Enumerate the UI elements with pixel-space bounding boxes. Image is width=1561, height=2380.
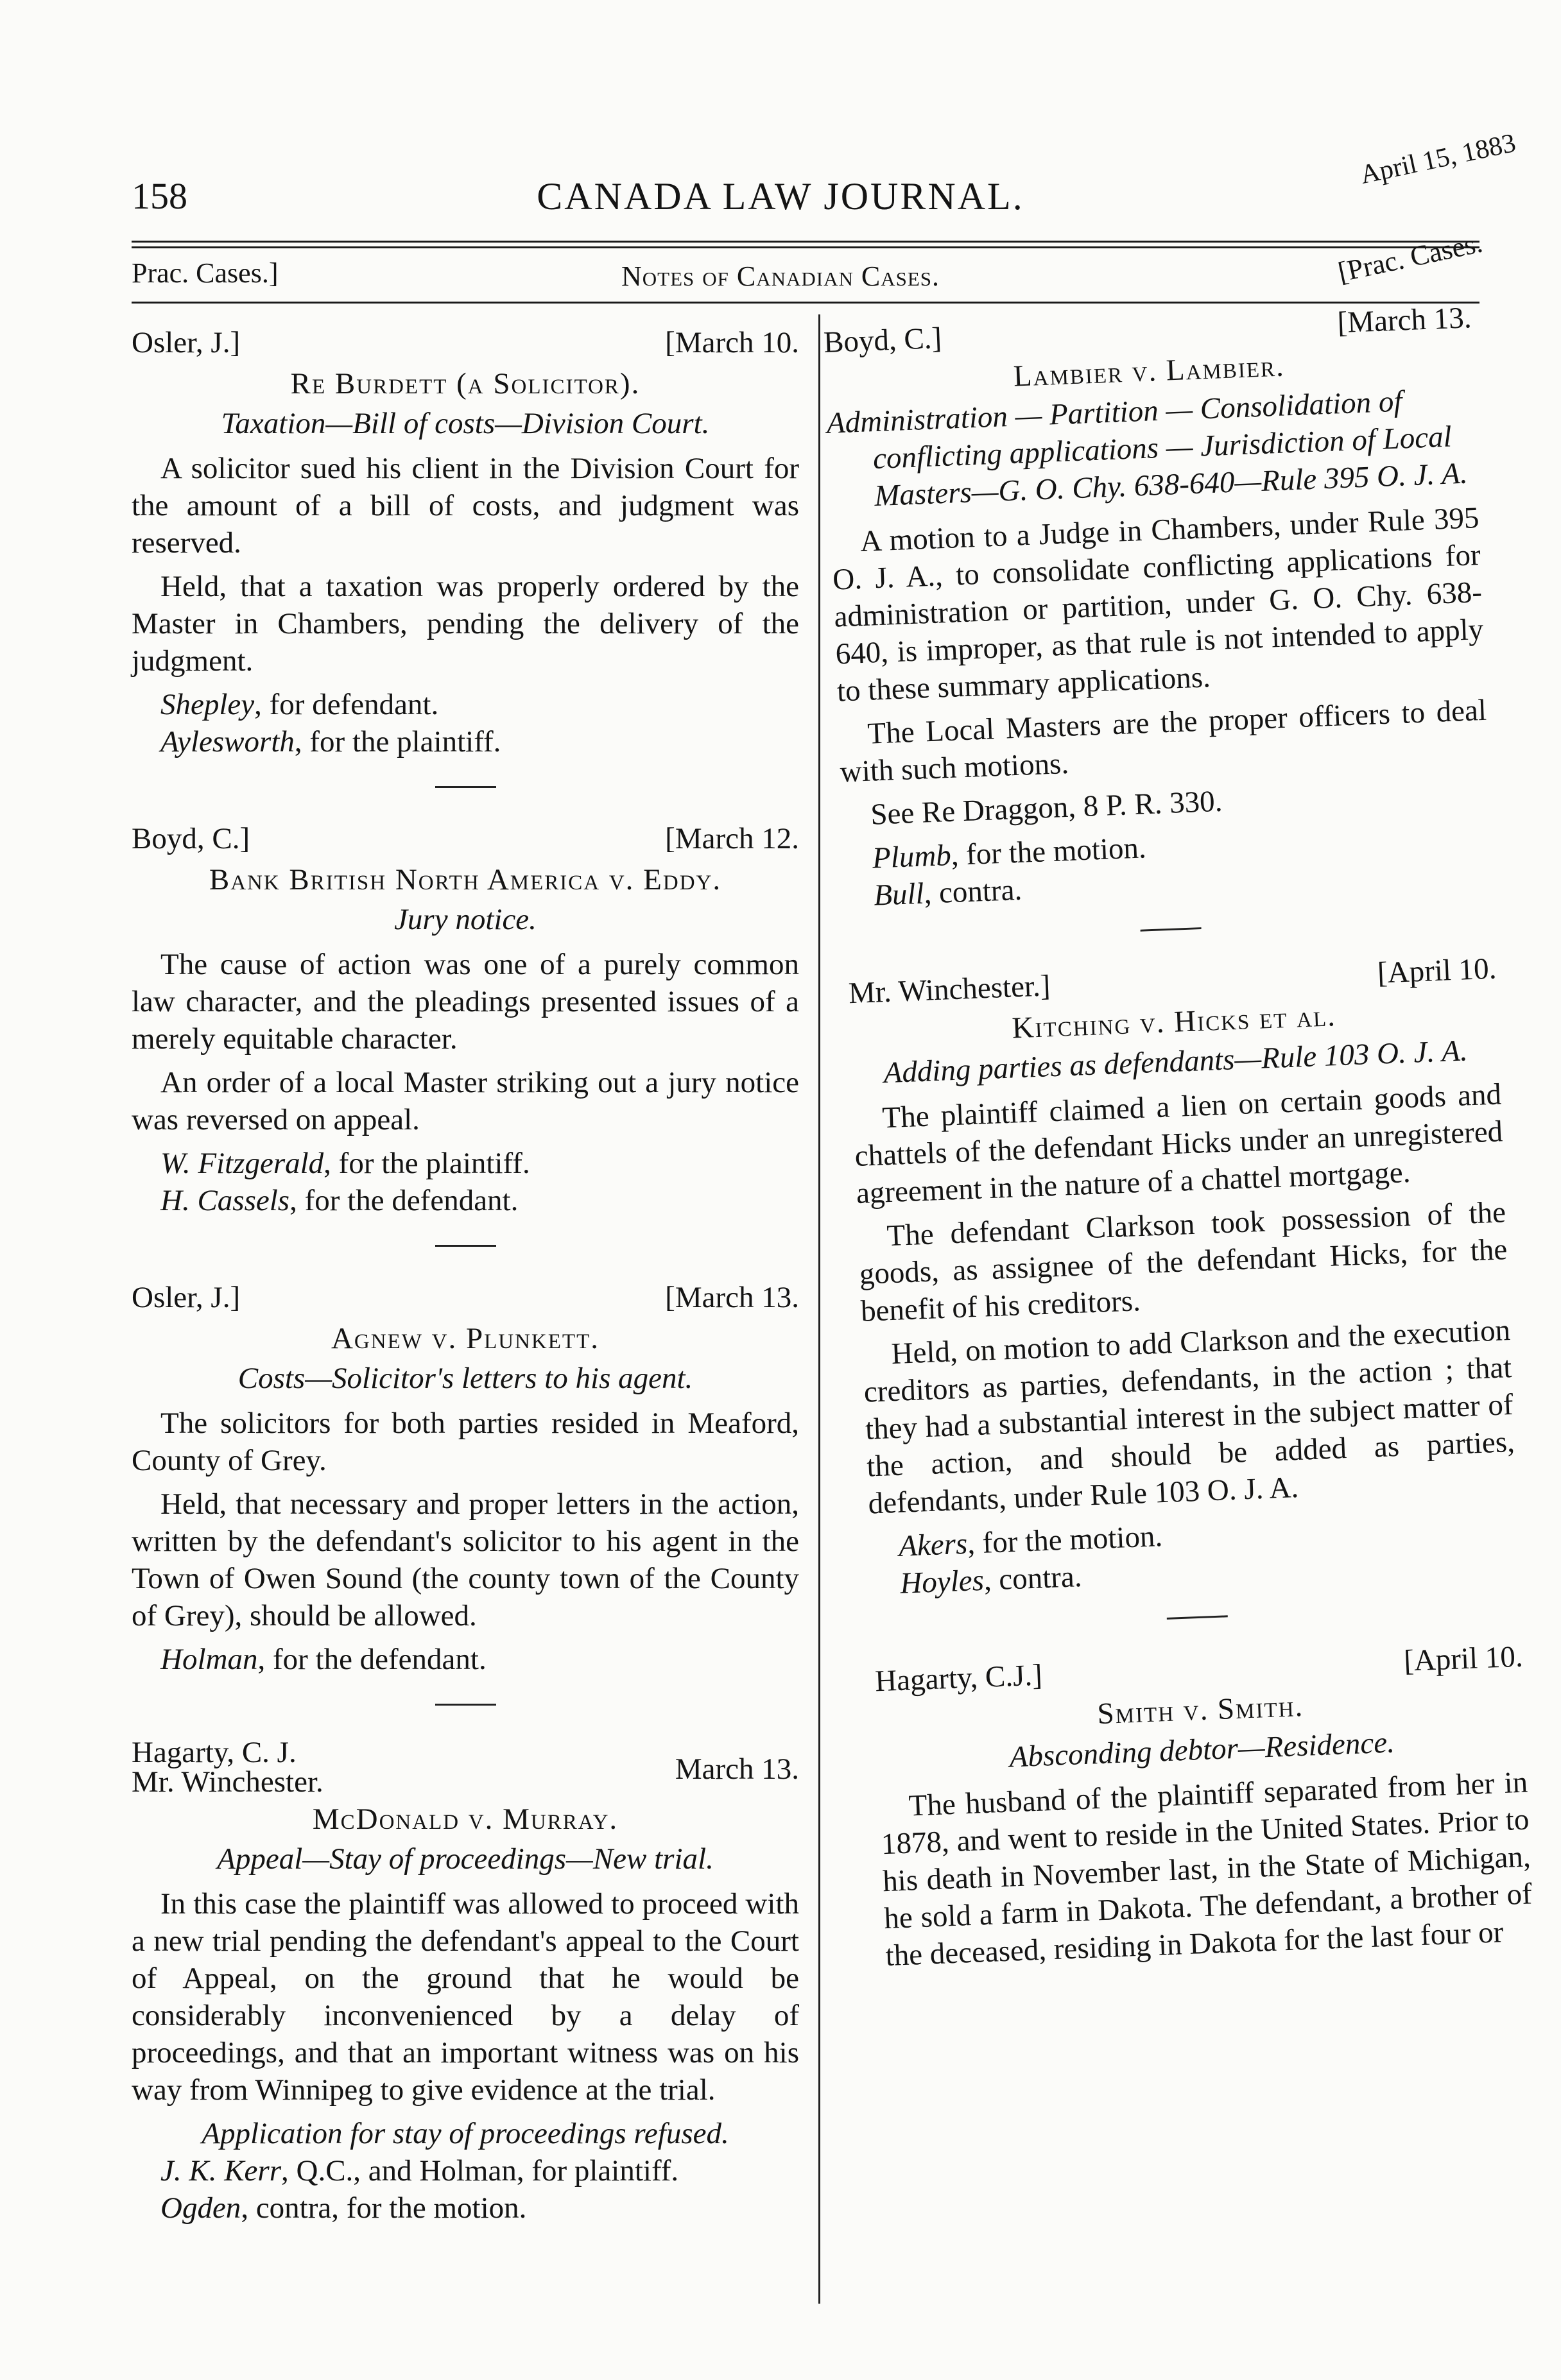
section-label-right: [Prac. Cases. bbox=[1335, 227, 1485, 288]
case-subject: Costs—Solicitor's letters to his agent. bbox=[237, 1362, 693, 1395]
right-column bbox=[823, 299, 1535, 2000]
case-title: Agnew v. Plunkett. bbox=[331, 1322, 599, 1355]
counsel-line: Bull, contra. bbox=[873, 873, 1023, 912]
case-subject: Jury notice. bbox=[394, 903, 537, 936]
counsel-line: Ogden, contra, for the motion. bbox=[160, 2191, 527, 2225]
counsel-line: W. Fitzgerald, for the plaintiff. bbox=[160, 1147, 530, 1180]
case-date: [March 13. bbox=[1336, 301, 1472, 340]
case-judge: Hagarty, C.J.] bbox=[874, 1658, 1043, 1699]
case-judge: Boyd, C.] bbox=[823, 321, 943, 359]
case-title: McDonald v. Murray. bbox=[312, 1802, 619, 1836]
counsel-line: Aylesworth, for the plaintiff. bbox=[160, 725, 501, 758]
section-label-left: Prac. Cases.] bbox=[132, 257, 279, 289]
case-separator bbox=[1166, 1615, 1227, 1620]
case-paragraph: The plaintiff claimed a lien on certain goods and chattels of the defendant Hicks under an unregistered agreement in the nature of a chattel mortgage. bbox=[854, 1077, 1504, 1210]
case-paragraph: A motion to a Judge in Chambers, under Rule 395 O. J. A., to consolidate conflicting applications for administration or partition, under G. O. Chy. 638-640, is improper, as that rule is not intended to apply to these summary applications. bbox=[832, 501, 1485, 708]
case-judge: Mr. Winchester.] bbox=[848, 969, 1051, 1011]
case-date: [March 13. bbox=[665, 1281, 799, 1314]
case-paragraph: In this case the plaintiff was allowed to proceed with a new trial pending the defendant's appeal to the Court of Appeal, on the ground that he would be considerably inconvenienced by a delay of proceedings, and that an important witness was on his way from Winnipeg to give evidence at the trial. bbox=[132, 1887, 799, 2107]
case-lambier-v-lambier bbox=[823, 299, 1494, 943]
header-rule-bottom bbox=[132, 246, 1479, 248]
case-kitching-v-hicks bbox=[848, 950, 1521, 1631]
case-paragraph: The cause of action was one of a purely common law character, and the pleadings presented issues of a merely equitable character. bbox=[132, 948, 799, 1056]
case-date: [March 12. bbox=[665, 822, 799, 855]
case-paragraph: The Local Masters are the proper officers to deal with such motions. bbox=[839, 693, 1487, 789]
case-paragraph: A solicitor sued his client in the Division Court for the amount of a bill of costs, and judgment was reserved. bbox=[132, 452, 799, 560]
case-re-burdett bbox=[132, 324, 799, 788]
case-title: Smith v. Smith. bbox=[1096, 1689, 1305, 1731]
case-date: [April 10. bbox=[1377, 952, 1497, 990]
counsel-line: Hoyles, contra. bbox=[899, 1559, 1083, 1600]
case-holding: Held, that necessary and proper letters in the action, written by the defendant's solicitor to his agent in the Town of Owen Sound (the county town of the County of Grey), should be allowed. bbox=[132, 1487, 799, 1632]
case-date: March 13. bbox=[675, 1752, 799, 1786]
case-agnew-v-plunkett bbox=[132, 1279, 799, 1706]
column-divider bbox=[818, 314, 820, 2304]
case-title: Kitching v. Hicks et al. bbox=[1011, 999, 1337, 1045]
case-paragraph: The husband of the plaintiff separated from her in 1878, and went to reside in the United States. Prior to his death in November last, in the State of Michigan, he sold a farm in Dakota. The defendant, a brother of the deceased, residing in Dakota for the last four or bbox=[881, 1765, 1533, 1973]
counsel-line: H. Cassels, for the defendant. bbox=[160, 1184, 519, 1217]
case-judges: Hagarty, C. J. Mr. Winchester. bbox=[132, 1736, 323, 1799]
journal-title: CANADA LAW JOURNAL. bbox=[537, 175, 1024, 218]
counsel-line: Plumb, for the motion. bbox=[872, 831, 1147, 875]
case-reference: See Re Draggon, 8 P. R. 330. bbox=[870, 784, 1223, 832]
case-smith-v-smith bbox=[874, 1638, 1534, 1974]
case-date: [March 10. bbox=[665, 326, 799, 359]
issue-date: April 15, 1883 bbox=[1358, 128, 1519, 190]
case-paragraph: An order of a local Master striking out a jury notice was reversed on appeal. bbox=[132, 1066, 799, 1136]
subheader-rule bbox=[132, 302, 1479, 304]
case-subject: Adding parties as defendants—Rule 103 O. J. A. bbox=[883, 1034, 1469, 1090]
case-title: Bank British North America v. Eddy. bbox=[209, 863, 722, 896]
case-separator bbox=[435, 1245, 496, 1247]
case-bank-british-north-america bbox=[132, 820, 799, 1247]
case-title: Re Burdett (a Solicitor). bbox=[290, 367, 641, 400]
case-mcdonald-v-murray bbox=[132, 1738, 799, 2227]
case-judge: Osler, J.] bbox=[132, 1281, 241, 1314]
case-subject: Taxation—Bill of costs—Division Court. bbox=[221, 407, 710, 440]
case-paragraph: The defendant Clarkson took possession of the goods, as assignee of the defendant Hicks, for the benefit of his creditors. bbox=[858, 1195, 1508, 1328]
case-result: Application for stay of proceedings refused. bbox=[202, 2117, 729, 2150]
case-date: [April 10. bbox=[1403, 1639, 1524, 1678]
page-number: 158 bbox=[132, 175, 187, 217]
header-rule-top bbox=[132, 241, 1479, 243]
case-judge: Boyd, C.] bbox=[132, 822, 250, 855]
case-subject: Absconding debtor—Residence. bbox=[1008, 1725, 1395, 1774]
case-separator bbox=[435, 1704, 496, 1706]
case-paragraph: The solicitors for both parties resided in Meaford, County of Grey. bbox=[132, 1407, 799, 1477]
case-subject: Appeal—Stay of proceedings—New trial. bbox=[217, 1842, 714, 1876]
case-holding: Held, on motion to add Clarkson and the execution creditors as parties, defendants, in the action ; that they had a substantial interest in the subject matter of the action, and should be added as parties, defendants, under Rule 103 O. J. A. bbox=[863, 1314, 1515, 1521]
case-separator bbox=[1140, 927, 1201, 932]
case-holding: Held, that a taxation was properly ordered by the Master in Chambers, pending the delivery of the judgment. bbox=[132, 570, 799, 678]
case-separator bbox=[435, 786, 496, 788]
counsel-line: J. K. Kerr, Q.C., and Holman, for plaintiff. bbox=[160, 2154, 679, 2187]
left-column bbox=[132, 324, 799, 2252]
counsel-line: Shepley, for defendant. bbox=[160, 688, 439, 721]
counsel-line: Holman, for the defendant. bbox=[160, 1643, 487, 1676]
case-judge: Osler, J.] bbox=[132, 326, 241, 359]
section-heading: Notes of Canadian Cases. bbox=[621, 261, 940, 292]
case-title: Lambier v. Lambier. bbox=[1012, 349, 1286, 393]
counsel-line: Akers, for the motion. bbox=[898, 1520, 1164, 1563]
case-subject: Administration — Partition — Consolidation of conflicting applications — Jurisdiction of Local Masters—G. O. Chy. 638-640—Rule 395 O. J. A. bbox=[825, 384, 1469, 513]
